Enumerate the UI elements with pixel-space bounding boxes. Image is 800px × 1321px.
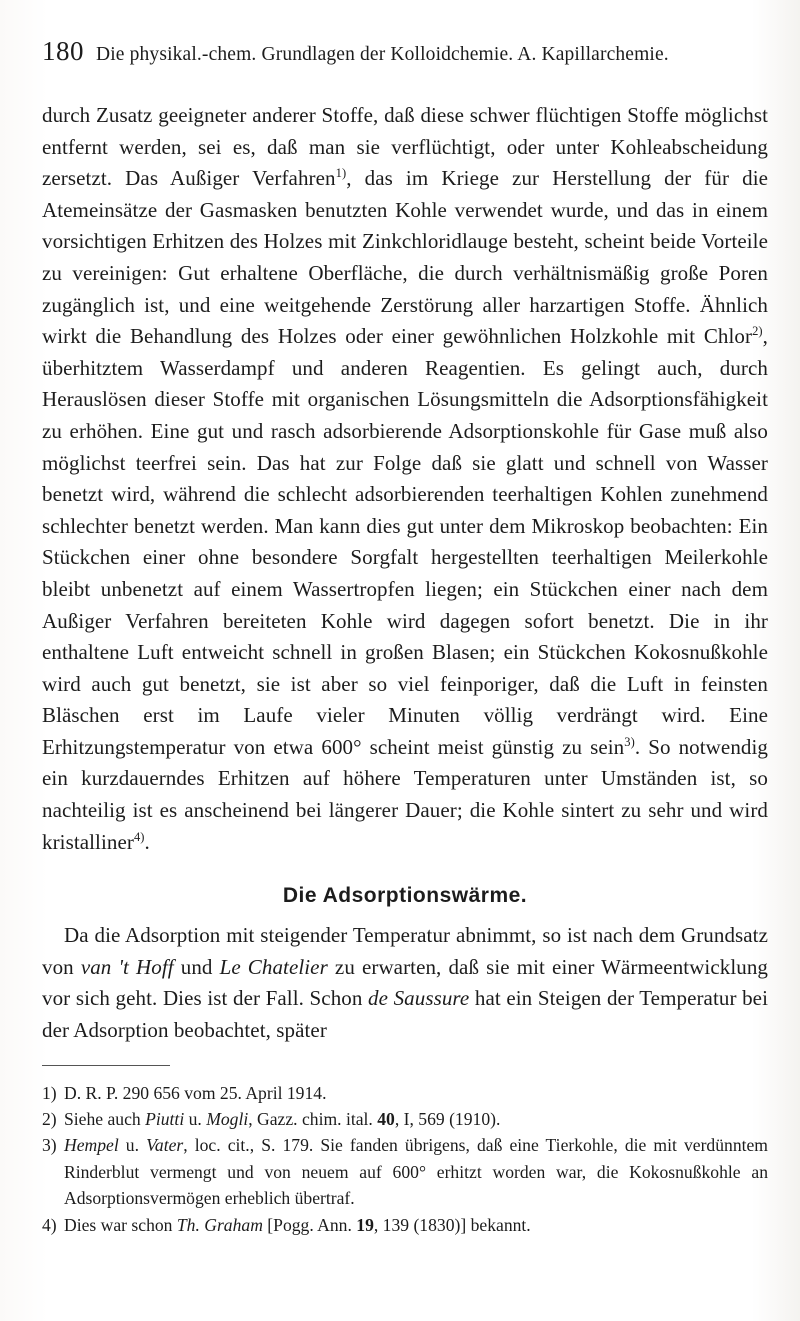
- text-run: , 139 (1830)] bekannt.: [373, 1214, 531, 1235]
- footnote-2: [42, 1106, 768, 1132]
- text-run: u.: [118, 1135, 147, 1156]
- author-name: Mogli: [206, 1109, 249, 1130]
- footnote-1: [42, 1080, 768, 1106]
- paragraph-1: [42, 100, 768, 858]
- section-heading: Die Adsorptionswärme.: [282, 884, 528, 908]
- text-run: und: [173, 954, 220, 979]
- footnote-text: [64, 1132, 768, 1211]
- text-run: , das im Kriege zur Herstellung der für die Atemeinsätze der Gasmasken benutzten Kohle verwendet wurde, und das in einem vorsichtigen Erhitzen des Holzes mit Zinkchloridlauge besteht, scheint beide Vorteile zu vereinigen: Gut erhaltene Oberfläche, die durch verhältnismäßig große Poren zugänglich ist, und eine weitgehende Zerstörung aller harzartigen Stoffe. Ähnlich wirkt die Behandlung des Holzes oder einer gewöhnlichen Holzkohle mit Chlor: [42, 166, 769, 349]
- footnote-number: 2): [42, 1109, 57, 1130]
- author-name: Hempel: [64, 1135, 119, 1156]
- volume-number: 40: [377, 1109, 395, 1130]
- text-run: durch Zusatz geeigneter anderer Stoffe, daß diese schwer flüchtigen Stoffe möglichst entfernt werden, sei es, daß man sie verflüchtigt, oder unter Kohleabscheidung zersetzt. Das Außiger Verfahren: [42, 103, 768, 191]
- footnote-text: [64, 1212, 768, 1238]
- paragraph-2: [42, 920, 768, 1046]
- author-name: Th. Graham: [176, 1214, 263, 1235]
- text-run: Siehe auch: [64, 1109, 146, 1130]
- page-header: [42, 36, 768, 80]
- volume-number: 19: [356, 1214, 374, 1235]
- footnote-text: [64, 1106, 768, 1132]
- footnotes: [42, 1080, 768, 1238]
- footnote-number: 1): [42, 1082, 57, 1103]
- author-name: Le Chatelier: [219, 954, 328, 979]
- running-head: Die physikal.-chem. Grundlagen der Kolloidchemie. A. Kapillarchemie.: [96, 44, 669, 65]
- text-run: Da die Adsorption mit steigender Temperatur abnimmt, so ist nach dem Grundsatz von: [42, 923, 768, 979]
- page-number: 180: [42, 36, 84, 66]
- footnote-text: D. R. P. 290 656 vom 25. April 1914.: [64, 1082, 327, 1103]
- main-text: [42, 100, 768, 1047]
- footnote-divider: [42, 1065, 170, 1066]
- author-name: de Saussure: [368, 986, 470, 1011]
- footnote-ref-3: 3): [624, 734, 635, 749]
- text-run: , loc. cit., S. 179. Sie fanden übrigens, daß eine Tierkohle, die mit verdünntem Rinderblut vermengt und von neuem auf 600° erhitzt worden war, die Kokosnußkohle an Adsorptionsvermögen erheblich übertraf.: [64, 1135, 768, 1209]
- footnote-3: [42, 1132, 768, 1211]
- text-run: , Gazz. chim. ital.: [248, 1109, 378, 1130]
- text-run: , überhitztem Wasserdampf und anderen Reagentien. Es gelingt auch, durch Herauslösen dieser Stoffe mit organischen Lösungsmitteln die Adsorptionsfähigkeit zu erhöhen. Eine gut und rasch adsorbierende Adsorptionskohle für Gase muß also möglichst teerfrei sein. Das hat zur Folge daß sie glatt und schnell von Wasser benetzt wird, während die schlecht adsorbierenden teerhaltigen Kohlen zunehmend schlechter benetzt werden. Man kann dies gut unter dem Mikroskop beobachten: Ein Stückchen einer ohne besondere Sorgfalt hergestellten teerhaltigen Meilerkohle bleibt unbenetzt auf einem Wassertropfen liegen; ein Stückchen einer nach dem Außiger Verfahren bereiteten Kohle wird dagegen sofort benetzt. Die in ihr enthaltene Luft entweicht schnell in großen Blasen; ein Stückchen Kokosnußkohle wird auch gut benetzt, sie ist aber so viel feinporiger, daß die Luft in feinsten Bläschen erst im Laufe vieler Minuten völlig verdrängt wird. Eine Erhitzungstemperatur von etwa 600° scheint meist günstig zu sein: [42, 324, 768, 759]
- text-run: Dies war schon: [64, 1214, 177, 1235]
- author-name: Vater: [146, 1135, 184, 1156]
- author-name: van 't Hoff: [80, 954, 174, 979]
- text-run: .: [144, 829, 150, 854]
- footnote-4: [42, 1212, 768, 1238]
- author-name: Piutti: [145, 1109, 185, 1130]
- footnote-number: 4): [42, 1214, 57, 1235]
- footnote-ref-2: 2): [752, 324, 763, 339]
- footnote-ref-4: 4): [133, 829, 145, 844]
- footnote-number: 3): [42, 1135, 57, 1156]
- text-run: hat ein Steigen der Temperatur bei der Adsorption beobachtet, später: [42, 986, 768, 1043]
- text-run: u.: [184, 1109, 207, 1130]
- text-run: , I, 569 (1910).: [394, 1109, 501, 1130]
- text-run: [Pogg. Ann.: [262, 1214, 357, 1235]
- footnote-ref-1: 1): [335, 166, 347, 181]
- text-run: . So notwendig ein kurzdauerndes Erhitzen auf höhere Temperaturen unter Umständen ist, so nachteilig ist es anscheinend bei längerer Dauer; die Kohle sintert zu sehr und wird kristalliner: [42, 734, 768, 854]
- text-run: zu erwarten, daß sie mit einer Wärmeentwicklung vor sich geht. Dies ist der Fall. Schon: [42, 954, 768, 1011]
